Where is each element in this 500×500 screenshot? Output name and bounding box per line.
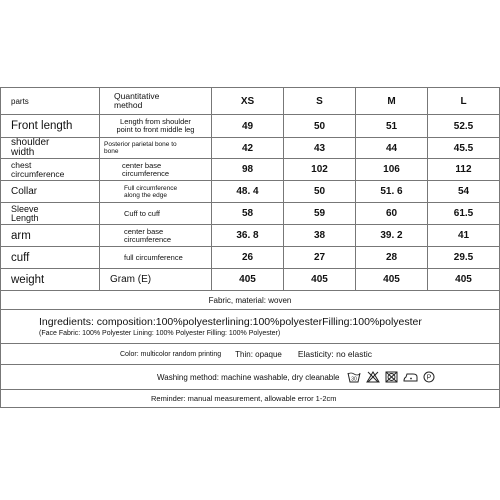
table-row — [0, 269, 500, 291]
method-label: full circumference — [100, 247, 212, 269]
part-label: arm — [0, 225, 100, 247]
value-m: 51 — [356, 115, 428, 138]
washing-text: Washing method: machine washable, dry cleanable — [157, 372, 340, 382]
value-s: 102 — [284, 159, 356, 181]
value-xs: 405 — [212, 269, 284, 291]
value-l: 405 — [428, 269, 500, 291]
value-xs: 58 — [212, 203, 284, 225]
value-m: 405 — [356, 269, 428, 291]
reminder-text: Reminder: manual measurement, allowable error 1-2cm — [151, 394, 337, 403]
method-label: center base circumference — [100, 225, 212, 247]
table-row — [0, 247, 500, 269]
ingredients-text: Ingredients: composition:100%polyesterlining:100%polyesterFilling:100%polyester — [39, 316, 422, 328]
header-size-xs: XS — [212, 87, 284, 115]
table-row — [0, 138, 500, 159]
color-text: Color: multicolor random printing — [120, 350, 222, 358]
no-tumble-dry-icon — [385, 371, 398, 383]
no-bleach-icon — [366, 371, 380, 383]
ingredients-detail-text: (Face Fabric: 100% Polyester Lining: 100% Polyester Filling: 100% Polyester) — [39, 330, 281, 337]
header-parts: parts — [0, 87, 100, 115]
part-label: cuff — [0, 247, 100, 269]
value-l: 61.5 — [428, 203, 500, 225]
part-label: Front length — [0, 115, 100, 138]
table-header-row — [0, 87, 500, 115]
value-xs: 36. 8 — [212, 225, 284, 247]
method-label: Full circumference along the edge — [100, 181, 212, 203]
value-s: 405 — [284, 269, 356, 291]
value-s: 38 — [284, 225, 356, 247]
fabric-row — [0, 291, 500, 310]
value-m: 60 — [356, 203, 428, 225]
part-label: chest circumference — [0, 159, 100, 181]
washing-row — [0, 365, 500, 390]
thin-text: Thin: opaque — [235, 349, 282, 359]
value-m: 106 — [356, 159, 428, 181]
method-label: Length from shoulder point to front middle leg — [100, 115, 212, 138]
ingredients-row — [0, 310, 500, 344]
dry-clean-p-icon — [423, 371, 435, 383]
value-m: 44 — [356, 138, 428, 159]
method-label: Gram (E) — [100, 269, 212, 291]
fabric-text: Fabric, material: woven — [208, 295, 292, 305]
value-l: 112 — [428, 159, 500, 181]
value-s: 50 — [284, 115, 356, 138]
svg-text:P: P — [427, 374, 432, 382]
value-l: 29.5 — [428, 247, 500, 269]
value-m: 28 — [356, 247, 428, 269]
iron-low-icon — [403, 371, 418, 383]
value-s: 43 — [284, 138, 356, 159]
table-row — [0, 225, 500, 247]
reminder-row — [0, 390, 500, 408]
value-xs: 26 — [212, 247, 284, 269]
value-m: 51. 6 — [356, 181, 428, 203]
care-icons — [347, 371, 435, 383]
method-label: Posterior parietal bone to bone — [100, 138, 212, 159]
table-row — [0, 203, 500, 225]
table-row — [0, 181, 500, 203]
method-label: center base circumference — [100, 159, 212, 181]
value-s: 27 — [284, 247, 356, 269]
value-l: 41 — [428, 225, 500, 247]
part-label: Collar — [0, 181, 100, 203]
properties-row — [0, 344, 500, 365]
part-label: shoulder width — [0, 138, 100, 159]
value-l: 54 — [428, 181, 500, 203]
table-row — [0, 159, 500, 181]
part-label: weight — [0, 269, 100, 291]
value-xs: 49 — [212, 115, 284, 138]
value-xs: 48. 4 — [212, 181, 284, 203]
elasticity-text: Elasticity: no elastic — [297, 349, 373, 359]
value-xs: 98 — [212, 159, 284, 181]
value-s: 50 — [284, 181, 356, 203]
value-l: 52.5 — [428, 115, 500, 138]
header-size-s: S — [284, 87, 356, 115]
part-label: Sleeve Length — [0, 203, 100, 225]
wash-temp-label: 30 — [351, 376, 358, 383]
value-xs: 42 — [212, 138, 284, 159]
header-method: Quantitative method — [100, 87, 212, 115]
value-s: 59 — [284, 203, 356, 225]
size-table — [0, 87, 500, 408]
header-size-l: L — [428, 87, 500, 115]
wash-30-icon — [347, 371, 361, 383]
value-l: 45.5 — [428, 138, 500, 159]
header-size-m: M — [356, 87, 428, 115]
value-m: 39. 2 — [356, 225, 428, 247]
method-label: Cuff to cuff — [100, 203, 212, 225]
table-row — [0, 115, 500, 138]
